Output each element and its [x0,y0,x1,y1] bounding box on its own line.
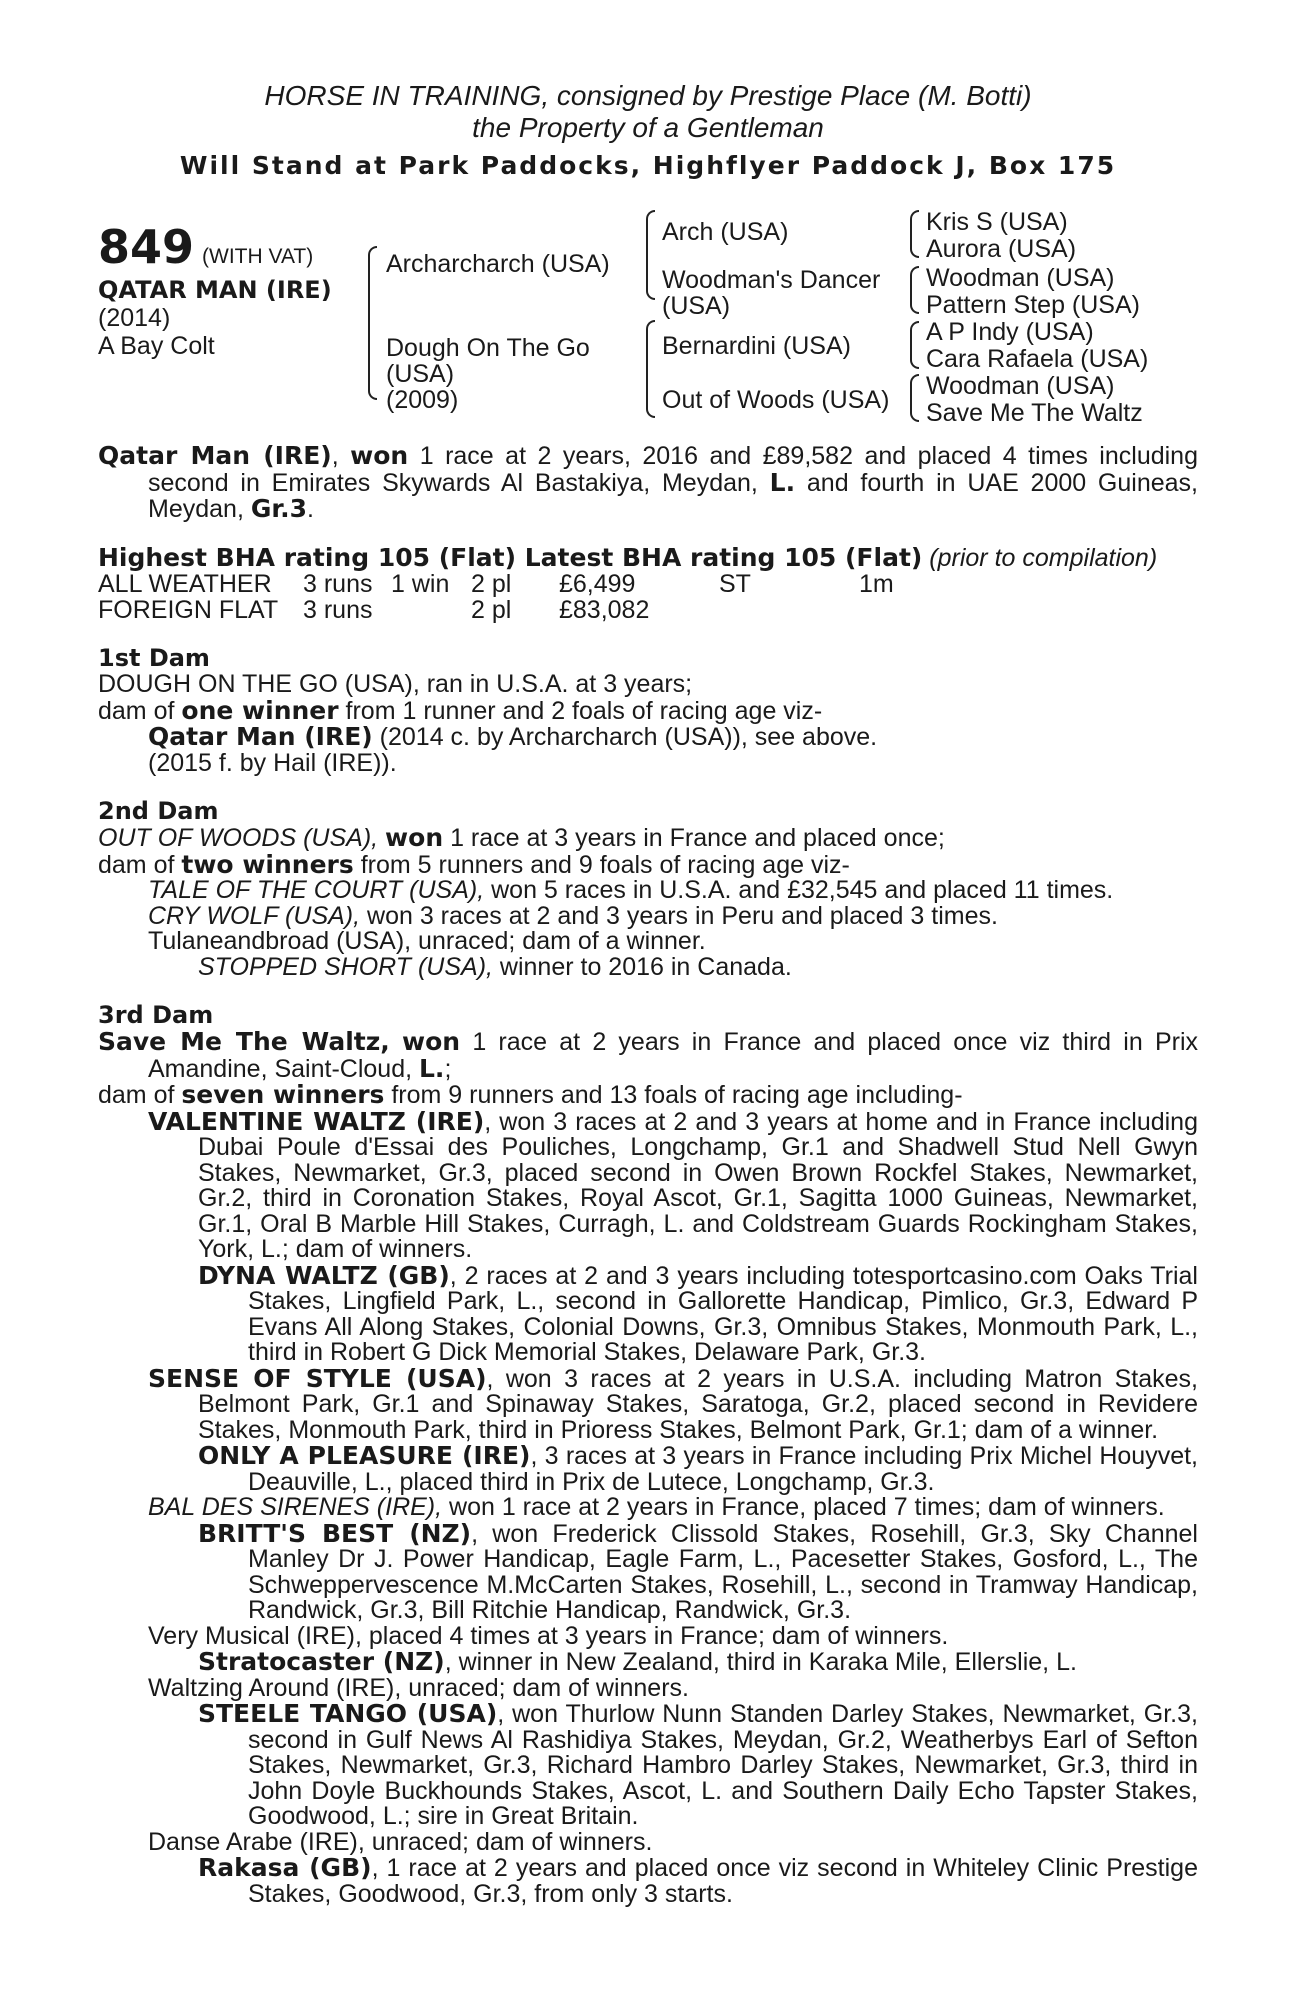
row-wins [391,597,471,623]
sire-parents-bracket [646,210,655,300]
second-dam-section [98,798,1198,980]
summary-won: won [350,441,409,470]
lot-header [98,80,1198,184]
produce-text: , 3 races at 3 years in France including Prix Michel Houyvet, Deauville, L., placed third in Prix de Lutece, Longchamp, Gr.3. [248,1442,1198,1496]
produce-entry [98,901,1198,930]
winner-count: two winners [181,849,354,879]
dam-dam: Out of Woods (USA) [662,386,890,414]
text: dam of [98,850,175,879]
row-placed: 2 pl [471,570,512,598]
produce-entry [98,1106,1198,1263]
won: won [402,1027,461,1056]
summary-text-3: and fourth in UAE 2000 Guineas, [806,468,1198,497]
produce-text: won 5 races in U.S.A. and £32,545 and placed 11 times. [491,876,1114,904]
produce-entry: Danse Arabe (IRE), unraced; dam of winners. [148,1827,653,1856]
produce-text: , won 3 races at 2 years in U.S.A. including Matron Stakes, Belmont Park, Gr.1 and Spinaway Stakes, Saratoga, Gr.2, placed second in Revidere Stakes, Monmouth Park, third in Prioress Stakes, Belmont Park, Gr.1; dam of a winner. [198,1364,1198,1444]
produce-entry [98,1260,1198,1366]
row-runs: 3 runs [303,596,373,624]
row-distance [859,597,894,623]
gen3-bracket-4 [910,374,919,422]
first-dam-foal-2: (2015 f. by Hail (IRE)). [148,748,397,777]
sire-dam-2: (USA) [662,292,731,320]
gen3-3: Woodman (USA) [926,264,1115,292]
dam-name: OUT OF WOODS (USA), [98,824,379,852]
produce-entry: Tulaneandbroad (USA), unraced; dam of a winner. [148,927,706,955]
property-line: the Property of a Gentleman [472,112,824,143]
produce-text: , won Thurlow Nunn Standen Darley Stakes, Newmarket, Gr.3, second in Gulf News Al Rashidiya Stakes, Meydan, Gr.2, Weatherbys Earl of Sefton Stakes, Newmarket, Gr.3, Richard Hambro Darley Stakes, Newmarket, Gr.3, third in John Doyle Buckhounds Stakes, Ascot, L. and Southern Daily Echo Tapster Stakes, Goodwood, L.; sire in Great Britain. [248,1700,1198,1830]
gen3-4: Pattern Step (USA) [926,291,1140,319]
rating-block [98,542,1198,624]
produce-name: VALENTINE WALTZ (IRE) [148,1106,485,1136]
lot-number-value: 849 [98,220,195,274]
row-surface: FOREIGN FLAT [98,596,279,624]
rating-heading: Highest BHA rating 105 (Flat) Latest BHA rating 105 (Flat) [98,542,923,572]
consignor-line: HORSE IN TRAINING, consigned by Prestige Place (M. Botti) [264,80,1032,111]
foaling-year: (2014) [98,304,171,332]
produce-text: , 2 races at 2 and 3 years including totesportcasino.com Oaks Trial Stakes, Lingfield Park, L., second in Gallorette Handicap, Pimlico, Gr.3, Edward P Evans All Along Stakes, Colonial Downs, Gr.3, Omnibus Stakes, Monmouth Park, L., third in Robert G Dick Memorial Stakes, Delaware Park, Gr.3. [248,1261,1198,1366]
produce-name: ONLY A PLEASURE (IRE) [198,1441,531,1470]
race-summary: Qatar Man (IRE), won 1 race at 2 years, 2016 and £89,582 and placed 4 times including second in Emirates Skywards Al Bastakiya, Meydan, L. and fourth in UAE 2000 Guineas, Meydan, Gr.3. [98,441,1198,523]
third-dam-line [98,1029,1198,1082]
summary-text-4: Meydan, [148,495,244,523]
produce-name: DYNA WALTZ (GB) [198,1260,450,1290]
row-distance: 1m [859,570,894,598]
text: 1 race at 3 years in France and placed once; [450,824,945,852]
produce-text: won 1 race at 2 years in France, placed 7 times; dam of winners. [442,1493,1165,1521]
gen3-2: Aurora (USA) [926,235,1077,263]
first-dam-line: DOUGH ON THE GO (USA), ran in U.S.A. at 3 years; [98,670,693,698]
won: won [385,823,444,852]
produce-name: STOPPED SHORT (USA), [198,952,493,981]
row-placed: 2 pl [471,596,512,624]
text: dam of [98,696,175,725]
produce-entry [98,1518,1198,1624]
first-dam-foal [98,724,1198,751]
third-dam-heading: 3rd Dam [98,1001,214,1029]
produce-name: TALE OF THE COURT (USA), [148,876,485,904]
row-earnings: £83,082 [559,596,650,624]
sire: Archarcharch (USA) [386,250,610,278]
produce-text: won 3 races at 2 and 3 years in Peru and placed 3 times. [367,901,998,930]
produce-name: Rakasa (GB) [198,1853,372,1882]
produce-entry: Very Musical (IRE), placed 4 times at 3 years in France; dam of winners. [148,1621,949,1650]
first-dam-produce [98,695,1198,725]
row-wins: 1 win [391,570,450,598]
text: ; [444,1054,452,1083]
produce-entry [98,952,1198,981]
table-row [98,571,894,597]
gen3-bracket-2 [910,266,919,314]
produce-name: BAL DES SIRENES (IRE), [148,1493,443,1521]
produce-text: , winner in New Zealand, third in Karaka Mile, Ellerslie, L. [444,1648,1077,1676]
lot-number [98,220,314,280]
dam-parents-bracket [646,320,655,418]
text: dam of [98,1081,175,1109]
row-going: ST [719,570,751,598]
produce-name: BRITT'S BEST (NZ) [198,1518,472,1548]
produce-name: SENSE OF STYLE (USA) [148,1363,487,1393]
produce-entry [98,1495,1198,1521]
produce-text: , won Frederick Clissold Stakes, Rosehill, Gr.3, Sky Channel Manley Dr J. Power Handicap, Eagle Farm, L., Pacesetter Stakes, Gosford, L., The Schweppervescence M.McCarten Stakes, Rosehill, L., second in Tramway Handicap, Randwick, Gr.3, Bill Ritchie Handicap, Randwick, Gr.3. [248,1519,1198,1624]
produce-entry [98,1855,1198,1907]
third-dam-produce [98,1082,1198,1109]
summary-listed: L. [769,467,796,497]
summary-text-2: second in Emirates Skywards Al Bastakiya, Meydan, [148,468,758,497]
horse-name: QATAR MAN (IRE) [98,276,332,304]
produce-entry [98,1443,1198,1495]
text: from 1 runner and 2 foals of racing age viz- [345,696,823,725]
row-surface: ALL WEATHER [98,570,272,598]
gen3-6: Cara Rafaela (USA) [926,345,1149,373]
horse-description: A Bay Colt [98,332,215,360]
text: 1 race at 2 years in France and placed once viz third in Prix Amandine, Saint-Cloud, [148,1028,1198,1083]
sire-dam-1: Woodman's Dancer [662,266,881,294]
summary-name: Qatar Man (IRE) [98,441,332,470]
gen3-5: A P Indy (USA) [926,318,1094,346]
winner-count: seven winners [181,1080,385,1109]
row-earnings: £6,499 [559,570,636,598]
gen3-7: Woodman (USA) [926,372,1115,400]
catalogue-page [98,80,1198,1907]
gen3-8: Save Me The Waltz [926,399,1143,427]
first-dam-heading: 1st Dam [98,644,210,672]
listed: L. [419,1053,445,1083]
second-dam-heading: 2nd Dam [98,797,219,825]
stabling-line: Will Stand at Park Paddocks, Highflyer Paddock J, Box 175 [179,151,1117,180]
first-dam-section [98,645,1198,776]
produce-text: , 1 race at 2 years and placed once viz second in Whiteley Clinic Prestige Stakes, Goodwood, Gr.3, from only 3 starts. [248,1854,1198,1908]
produce-entry [98,1363,1198,1444]
produce-entry [98,1701,1198,1830]
race-record-table [98,571,894,623]
produce-name: Stratocaster (NZ) [198,1647,445,1676]
summary-text-5: . [307,495,314,523]
summary-grade: Gr.3 [250,494,308,523]
rating-note: (prior to compilation) [929,543,1158,572]
dam-line2: (USA) [386,360,455,388]
gen3-1: Kris S (USA) [926,208,1068,236]
second-dam-produce [98,849,1198,879]
vat-note: (WITH VAT) [202,245,314,268]
produce-name: CRY WOLF (USA), [148,901,361,930]
pedigree-block [98,206,1198,427]
produce-text: , won 3 races at 2 and 3 years at home and in France including Dubai Poule d'Essai des Pouliches, Longchamp, Gr.1 and Shadwell Stud Nell Gwyn Stakes, Newmarket, Gr.3, placed second in Owen Brown Rockfel Stakes, Newmarket, Gr.2, third in Coronation Stakes, Royal Ascot, Gr.1, Sagitta 1000 Guineas, Newmarket, Gr.1, Oral B Marble Hill Stakes, Curragh, L. and Coldstream Guards Rockingham Stakes, York, L.; dam of winners. [198,1107,1198,1263]
third-dam-section [98,1002,1198,1907]
dam-line3: (2009) [386,386,459,414]
dam-line1: Dough On The Go [386,334,590,362]
produce-text: winner to 2016 in Canada. [499,952,792,981]
foal-text: (2014 c. by Archarcharch (USA)), see above. [379,723,878,751]
produce-entry [98,878,1198,904]
second-dam-line [98,825,1198,852]
row-runs: 3 runs [303,570,373,598]
gen3-bracket-1 [910,210,919,258]
sire-sire: Arch (USA) [662,218,789,246]
produce-entry [98,1649,1198,1676]
foal-name: Qatar Man (IRE) [148,722,373,751]
gen3-bracket-3 [910,321,919,369]
produce-entry: Waltzing Around (IRE), unraced; dam of winners. [148,1673,689,1702]
table-row [98,597,894,623]
dam-sire: Bernardini (USA) [662,332,851,360]
dam-name: Save Me The Waltz, [98,1027,390,1056]
text: from 5 runners and 9 foals of racing age viz- [360,850,850,879]
produce-name: STEELE TANGO (USA) [198,1699,498,1728]
winner-count: one winner [181,695,339,725]
summary-text-1: 1 race at 2 years, 2016 and £89,582 and placed 4 times including [419,442,1198,470]
text: from 9 runners and 13 foals of racing age including- [391,1081,963,1109]
row-going [719,597,859,623]
sire-dam-bracket [368,246,377,400]
